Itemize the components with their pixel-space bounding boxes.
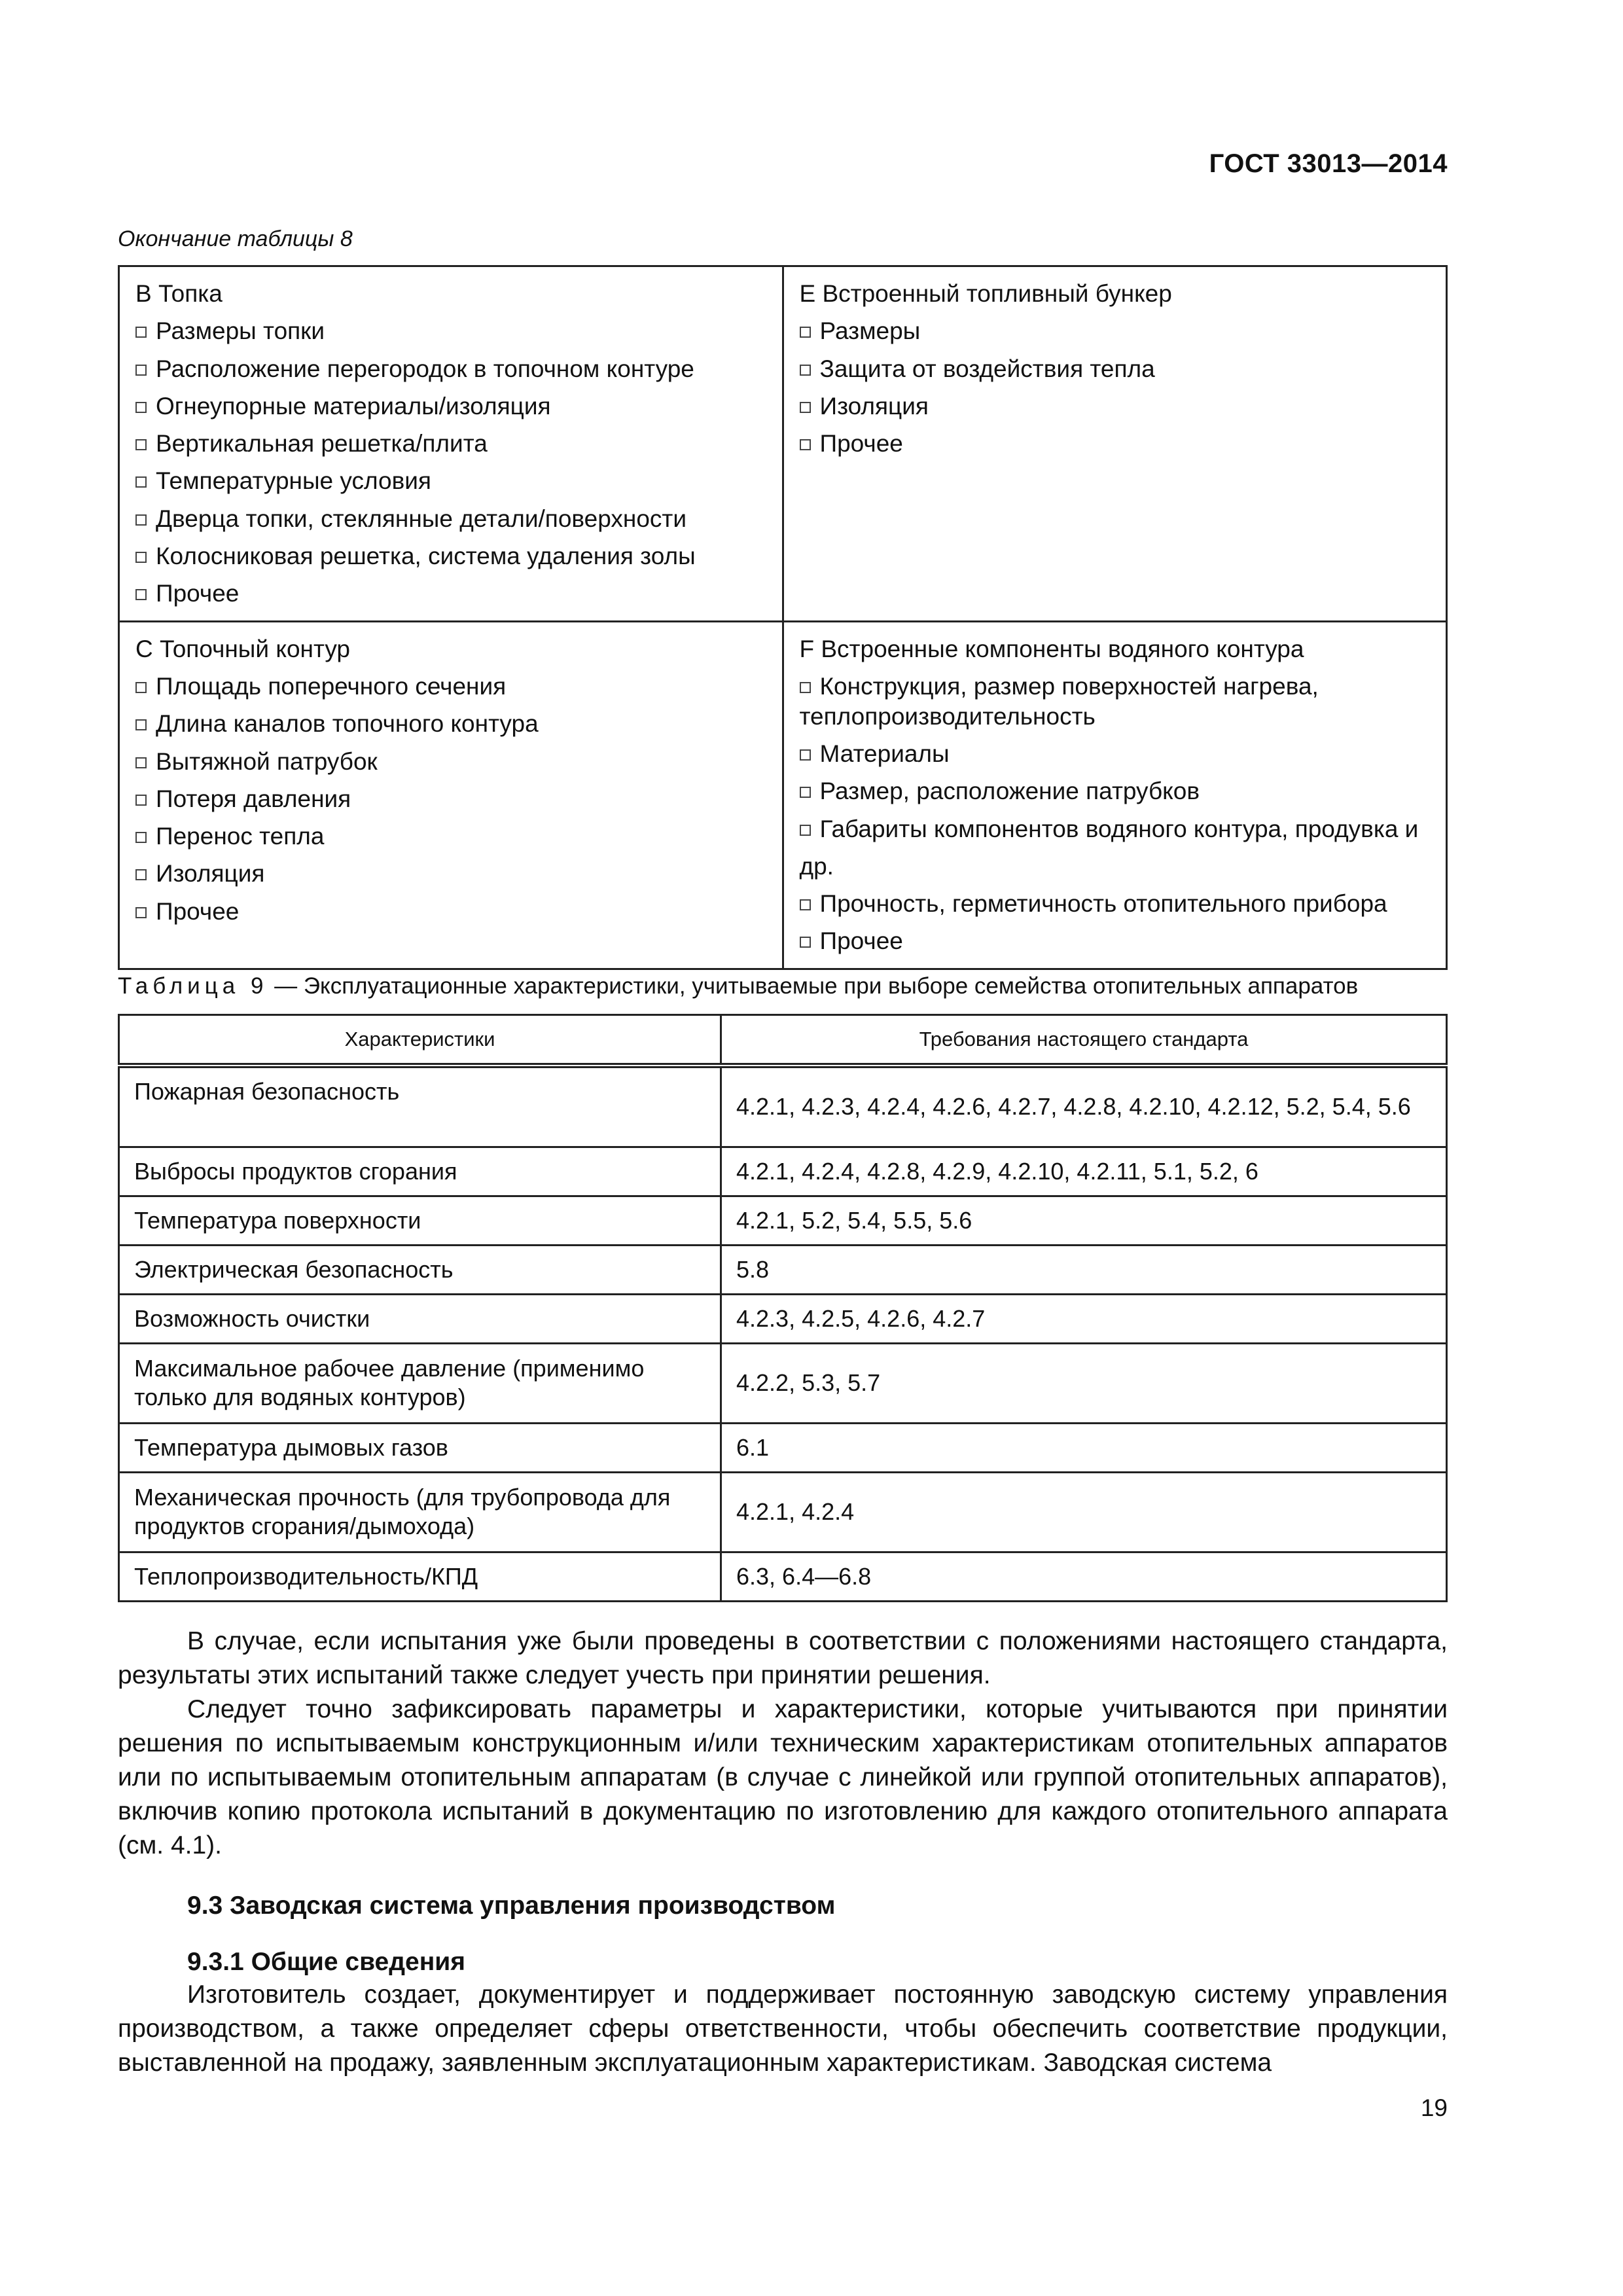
list-item: Вертикальная решетка/плита <box>135 425 770 462</box>
list-item: Габариты компонентов водяного контура, продувка и др. <box>799 815 1419 880</box>
list-item: Потеря давления <box>135 780 770 817</box>
checkbox-icon <box>800 682 811 693</box>
list-item: Площадь поперечного сечения <box>135 668 770 705</box>
table-row <box>119 1294 1447 1343</box>
checkbox-icon <box>135 869 147 880</box>
paragraph: В случае, если испытания уже были проведены в соответствии с положениями настоящего стандарта, результаты этих испытаний также следует учесть при принятии решения. <box>118 1627 1448 1689</box>
table8-row-2 <box>119 621 1447 969</box>
cell-title: F Встроенные компоненты водяного контура <box>799 635 1304 662</box>
checkbox-icon <box>800 749 811 761</box>
list-item: Температурные условия <box>135 462 770 499</box>
cell-title: Е Встроенный топливный бункер <box>799 280 1172 307</box>
body-paragraphs <box>118 1624 1448 1863</box>
checkbox-icon <box>800 402 811 413</box>
list-item: Прочее <box>135 575 770 612</box>
checkbox-icon <box>135 757 147 768</box>
list-item: Размер, расположение патрубков <box>800 772 1435 810</box>
table-cell: 4.2.1, 4.2.4, 4.2.8, 4.2.9, 4.2.10, 4.2.11, 5.1, 5.2, 6 <box>721 1147 1447 1196</box>
table8-caption: Окончание таблицы 8 <box>118 226 353 251</box>
section-heading-9-3: 9.3 Заводская система управления производством <box>187 1892 836 1920</box>
table-cell: Теплопроизводительность/КПД <box>119 1552 721 1601</box>
cell-title: В Топка <box>135 280 223 307</box>
list-item: Прочее <box>800 425 1435 462</box>
list-item: Прочее <box>800 922 1435 960</box>
table-row <box>119 1066 1447 1147</box>
list-item: Изоляция <box>135 855 770 892</box>
table-cell: Температура дымовых газов <box>119 1423 721 1472</box>
checkbox-icon <box>800 825 811 836</box>
list-item: Расположение перегородок в топочном контуре <box>135 350 770 387</box>
table-cell: 4.2.1, 5.2, 5.4, 5.5, 5.6 <box>721 1196 1447 1245</box>
checkbox-icon <box>800 365 811 376</box>
table-row <box>119 1245 1447 1294</box>
table8-cell-c <box>119 621 783 969</box>
checkbox-icon <box>135 439 147 450</box>
list-item: Перенос тепла <box>135 817 770 855</box>
table-row <box>119 1343 1447 1423</box>
table8-cell-b <box>119 266 783 622</box>
table9-caption <box>118 973 1448 999</box>
cell-title: С Топочный контур <box>135 635 350 662</box>
checkbox-icon <box>800 937 811 948</box>
checkbox-icon <box>135 476 147 488</box>
table-cell: 4.2.1, 4.2.3, 4.2.4, 4.2.6, 4.2.7, 4.2.8, 4.2.10, 4.2.12, 5.2, 5.4, 5.6 <box>721 1066 1447 1147</box>
checkbox-icon <box>135 514 147 526</box>
table-cell: 6.1 <box>721 1423 1447 1472</box>
checkbox-icon <box>135 365 147 376</box>
checkbox-icon <box>135 832 147 843</box>
table-cell: Пожарная безопасность <box>119 1066 721 1147</box>
table9-caption-text: — Эксплуатационные характеристики, учитываемые при выборе семейства отопительных аппаратов <box>268 973 1359 999</box>
checkbox-icon <box>135 682 147 693</box>
table8 <box>118 265 1448 970</box>
table-cell: 4.2.1, 4.2.4 <box>721 1472 1447 1552</box>
list-item: Защита от воздействия тепла <box>800 350 1435 387</box>
list-item: Конструкция, размер поверхностей нагрева, теплопроизводительность <box>799 672 1319 730</box>
table-cell: 4.2.2, 5.3, 5.7 <box>721 1343 1447 1423</box>
list-item: Колосниковая решетка, система удаления золы <box>135 537 770 575</box>
paragraph: Изготовитель создает, документирует и поддерживает постоянную заводскую систему управления производством, а также определяет сферы ответственности, чтобы обеспечить соответствие продукции, выставленной на продажу, заявленным эксплуатационным характеристикам. Заводская система <box>118 1981 1448 2077</box>
checkbox-icon <box>800 787 811 798</box>
paragraph: Следует точно зафиксировать параметры и характеристики, которые учитываются при принятии решения по испытываемым конструкционным и/или техническим характеристикам отопительных аппаратов или по испытываемым отопительным аппаратам (в случае с линейкой или группой отопительных аппаратов), включив копию протокола испытаний в документацию по изготовлению для каждого отопительного аппарата (см. 4.1). <box>118 1695 1448 1859</box>
column-header: Требования настоящего стандарта <box>721 1015 1447 1066</box>
table-cell: 4.2.3, 4.2.5, 4.2.6, 4.2.7 <box>721 1294 1447 1343</box>
table9-caption-label: Таблица 9 <box>118 973 268 999</box>
table-cell: Механическая прочность (для трубопровода для продуктов сгорания/дымохода) <box>119 1472 721 1552</box>
table-cell: Выбросы продуктов сгорания <box>119 1147 721 1196</box>
list-item: Огнеупорные материалы/изоляция <box>135 387 770 425</box>
table8-cell-e <box>783 266 1447 622</box>
list-item: Материалы <box>800 735 1435 772</box>
table8-cell-f <box>783 621 1447 969</box>
checkbox-icon <box>135 552 147 563</box>
table8-row-1 <box>119 266 1447 622</box>
table-row <box>119 1472 1447 1552</box>
table-row <box>119 1196 1447 1245</box>
table-header-row <box>119 1015 1447 1066</box>
table-cell: Максимальное рабочее давление (применимо только для водяных контуров) <box>119 1343 721 1423</box>
document-id: ГОСТ 33013—2014 <box>1209 149 1448 178</box>
list-item: Размеры <box>800 312 1435 350</box>
list-item: Длина каналов топочного контура <box>135 705 770 742</box>
list-item: Прочее <box>135 893 770 930</box>
checkbox-icon <box>135 327 147 338</box>
checkbox-icon <box>135 795 147 806</box>
body-paragraphs <box>118 1978 1448 2080</box>
checkbox-icon <box>800 899 811 910</box>
checkbox-icon <box>135 589 147 600</box>
checkbox-icon <box>135 719 147 730</box>
list-item: Дверца топки, стеклянные детали/поверхности <box>135 500 770 537</box>
checkbox-icon <box>135 402 147 413</box>
table-row <box>119 1423 1447 1472</box>
checkbox-icon <box>135 907 147 918</box>
table-cell: Электрическая безопасность <box>119 1245 721 1294</box>
section-heading-9-3-1: 9.3.1 Общие сведения <box>187 1948 465 1976</box>
table-cell: 5.8 <box>721 1245 1447 1294</box>
table-cell: Температура поверхности <box>119 1196 721 1245</box>
list-item: Размеры топки <box>135 312 770 350</box>
table9 <box>118 1014 1448 1602</box>
table-cell: Возможность очистки <box>119 1294 721 1343</box>
table-row <box>119 1147 1447 1196</box>
checkbox-icon <box>800 439 811 450</box>
table-row <box>119 1552 1447 1601</box>
list-item: Изоляция <box>800 387 1435 425</box>
list-item: Вытяжной патрубок <box>135 743 770 780</box>
checkbox-icon <box>800 327 811 338</box>
column-header: Характеристики <box>119 1015 721 1066</box>
list-item: Прочность, герметичность отопительного прибора <box>800 885 1435 922</box>
table-cell: 6.3, 6.4—6.8 <box>721 1552 1447 1601</box>
page-number: 19 <box>1420 2094 1448 2121</box>
